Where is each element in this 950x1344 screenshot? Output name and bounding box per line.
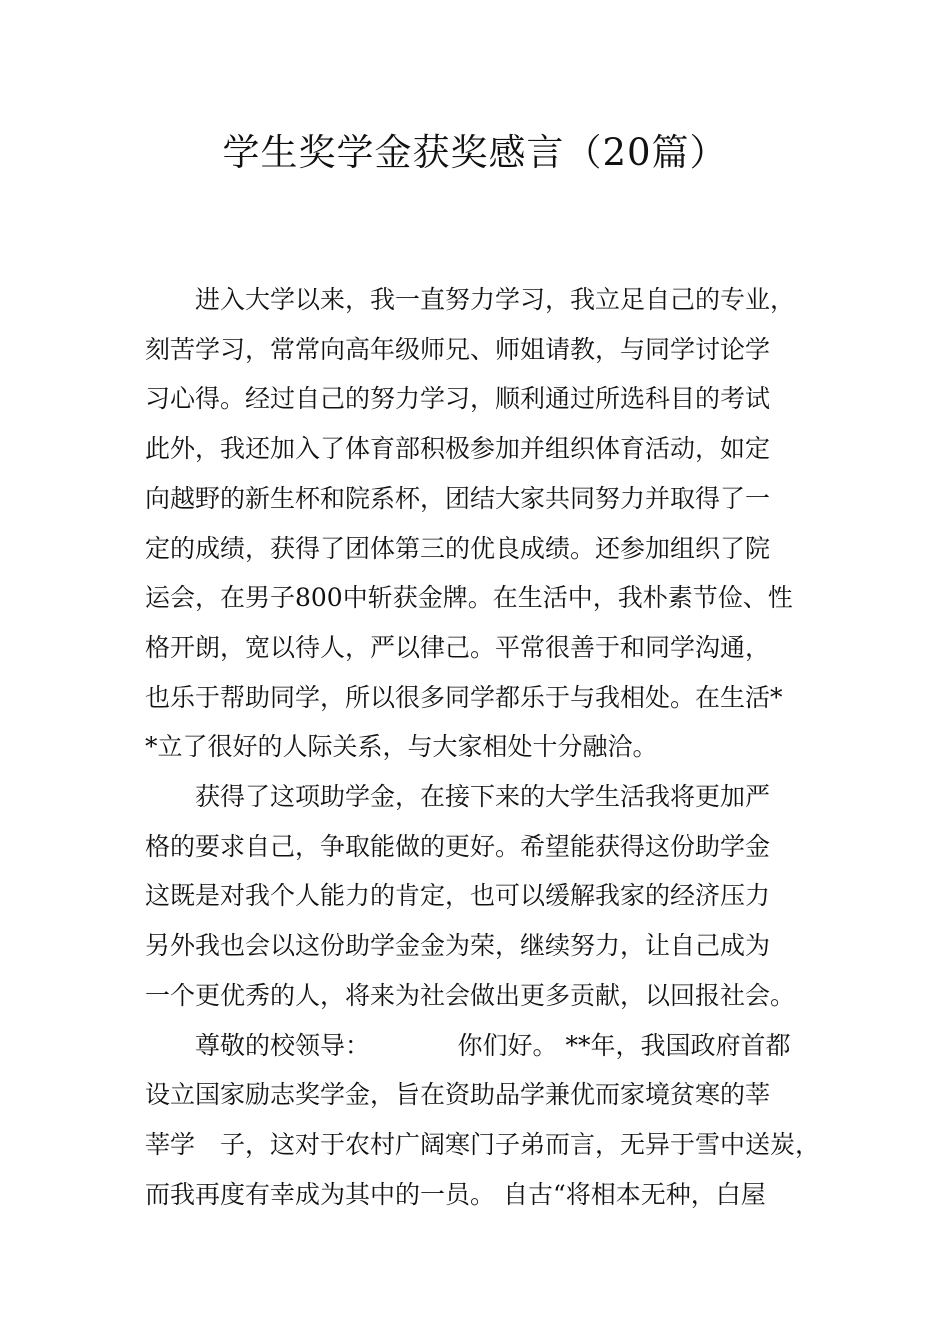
text-line: 定的成绩，获得了团体第三的优良成绩。还参加组织了院 bbox=[145, 534, 771, 563]
text-line: 一个更优秀的人，将来为社会做出更多贡献，以回报社会。 bbox=[145, 981, 796, 1010]
document-title: 学生奖学金获奖感言（20篇） bbox=[222, 131, 728, 174]
text-line: 这既是对我个人能力的肯定，也可以缓解我家的经济压力 bbox=[145, 881, 771, 910]
text-line: 格开朗，宽以待人，严以律己。平常很善于和同学沟通， bbox=[145, 633, 771, 662]
text-line: 莘学 子，这对于农村广阔寒门子弟而言，无异于雪中送炭， bbox=[145, 1130, 821, 1159]
text-line: 获得了这项助学金，在接下来的大学生活我将更加严 bbox=[145, 782, 771, 811]
text-line: 另外我也会以这份助学金金为荣，继续努力，让自己成为 bbox=[145, 931, 771, 960]
text-line: 尊敬的校领导： 你们好。 **年，我国政府首都 bbox=[145, 1031, 791, 1060]
text-line: *立了很好的人际关系，与大家相处十分融洽。 bbox=[145, 732, 658, 761]
text-line: 向越野的新生杯和院系杯，团结大家共同努力并取得了一 bbox=[145, 484, 771, 513]
text-line: 也乐于帮助同学，所以很多同学都乐于与我相处。在生活* bbox=[145, 683, 783, 712]
text-line: 设立国家励志奖学金，旨在资助品学兼优而家境贫寒的莘 bbox=[145, 1080, 771, 1109]
text-line: 进入大学以来，我一直努力学习，我立足自己的专业， bbox=[145, 285, 796, 314]
text-line: 此外，我还加入了体育部积极参加并组织体育活动，如定 bbox=[145, 434, 771, 463]
text-line: 刻苦学习，常常向高年级师兄、师姐请教，与同学讨论学 bbox=[145, 335, 771, 364]
text-line: 而我再度有幸成为其中的一员。 自古“将相本无种，白屋 bbox=[145, 1180, 766, 1209]
text-line: 习心得。经过自己的努力学习，顺利通过所选科目的考试 bbox=[145, 384, 771, 413]
text-line: 运会，在男子800中斩获金牌。在生活中，我朴素节俭、性 bbox=[145, 583, 793, 612]
text-line: 格的要求自己，争取能做的更好。希望能获得这份助学金 bbox=[145, 832, 771, 861]
